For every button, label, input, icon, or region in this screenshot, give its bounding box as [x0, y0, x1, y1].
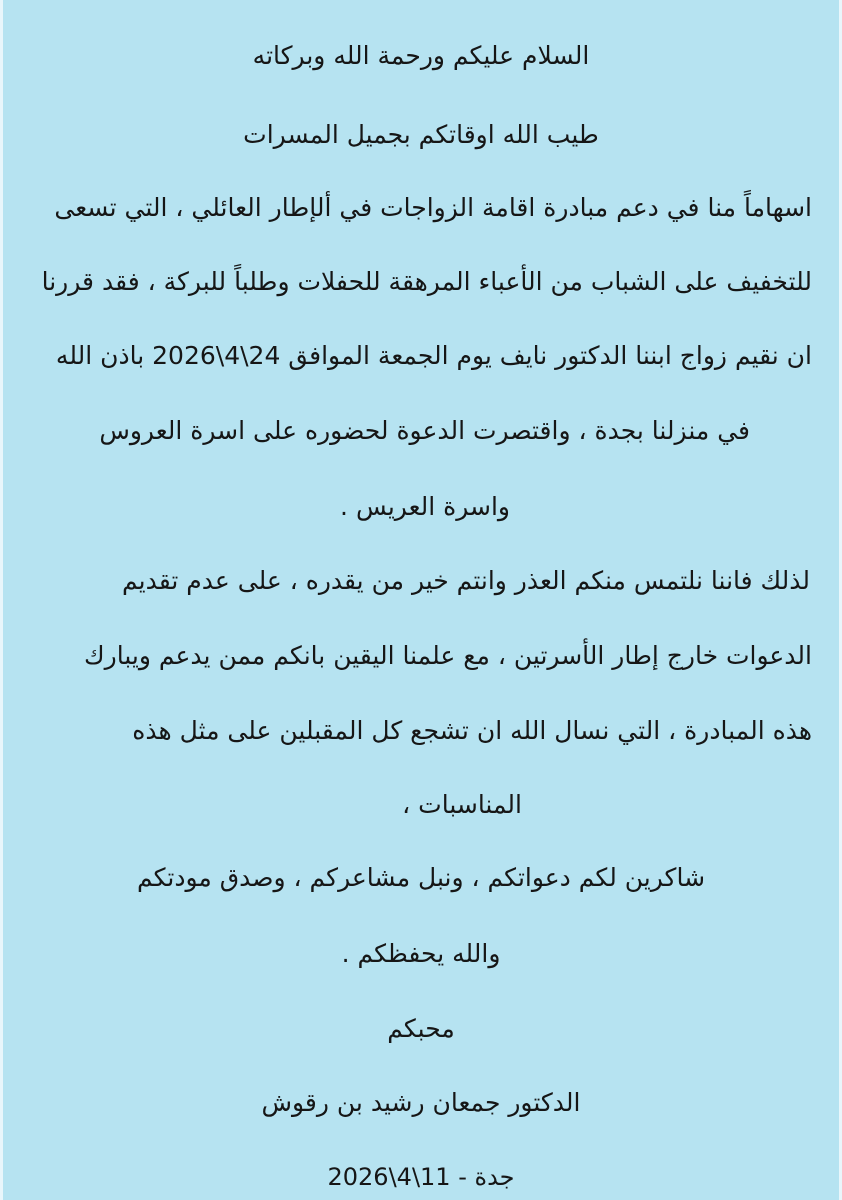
paragraph2-line-4: المناسبات ، [402, 790, 522, 819]
paragraph1-line-1: اسهاماً منا في دعم مبادرة اقامة الزواجات في ألإطار العائلي ، التي تسعى [54, 193, 812, 222]
signoff-line: محبكم [387, 1014, 455, 1043]
thanks-line: شاكرين لكم دعواتكم ، ونبل مشاعركم ، وصدق مودتكم [136, 863, 706, 892]
wish-line: طيب الله اوقاتكم بجميل المسرات [243, 120, 599, 149]
paragraph1-line-2: للتخفيف على الشباب من الأعباء المرهقة للحفلات وطلباً للبركة ، فقد قررنا [41, 267, 812, 296]
place-date-line: جدة - 11\4\2026 [327, 1163, 515, 1191]
paragraph1-line-3: ان نقيم زواج ابننا الدكتور نايف يوم الجمعة الموافق 24\4\2026 باذن الله [55, 341, 812, 370]
farewell-line: والله يحفظكم . [341, 939, 501, 968]
greeting-line: السلام عليكم ورحمة الله وبركاته [252, 41, 590, 70]
left-edge-strip [0, 0, 3, 1200]
paragraph1-line-5: واسرة العريس . [340, 492, 510, 521]
paragraph1-line-4: في منزلنا بجدة ، واقتصرت الدعوة لحضوره على اسرة العروس [99, 416, 750, 445]
paragraph2-line-1: لذلك فاننا نلتمس منكم العذر وانتم خير من يقدره ، على عدم تقديم [122, 566, 810, 595]
paragraph2-line-3: هذه المبادرة ، التي نسال الله ان تشجع كل المقبلين على مثل هذه [132, 716, 812, 745]
paragraph2-line-2: الدعوات خارج إطار الأسرتين ، مع علمنا اليقين بانكم ممن يدعم ويبارك [84, 641, 812, 670]
signature-line: الدكتور جمعان رشيد بن رقوش [261, 1088, 581, 1117]
